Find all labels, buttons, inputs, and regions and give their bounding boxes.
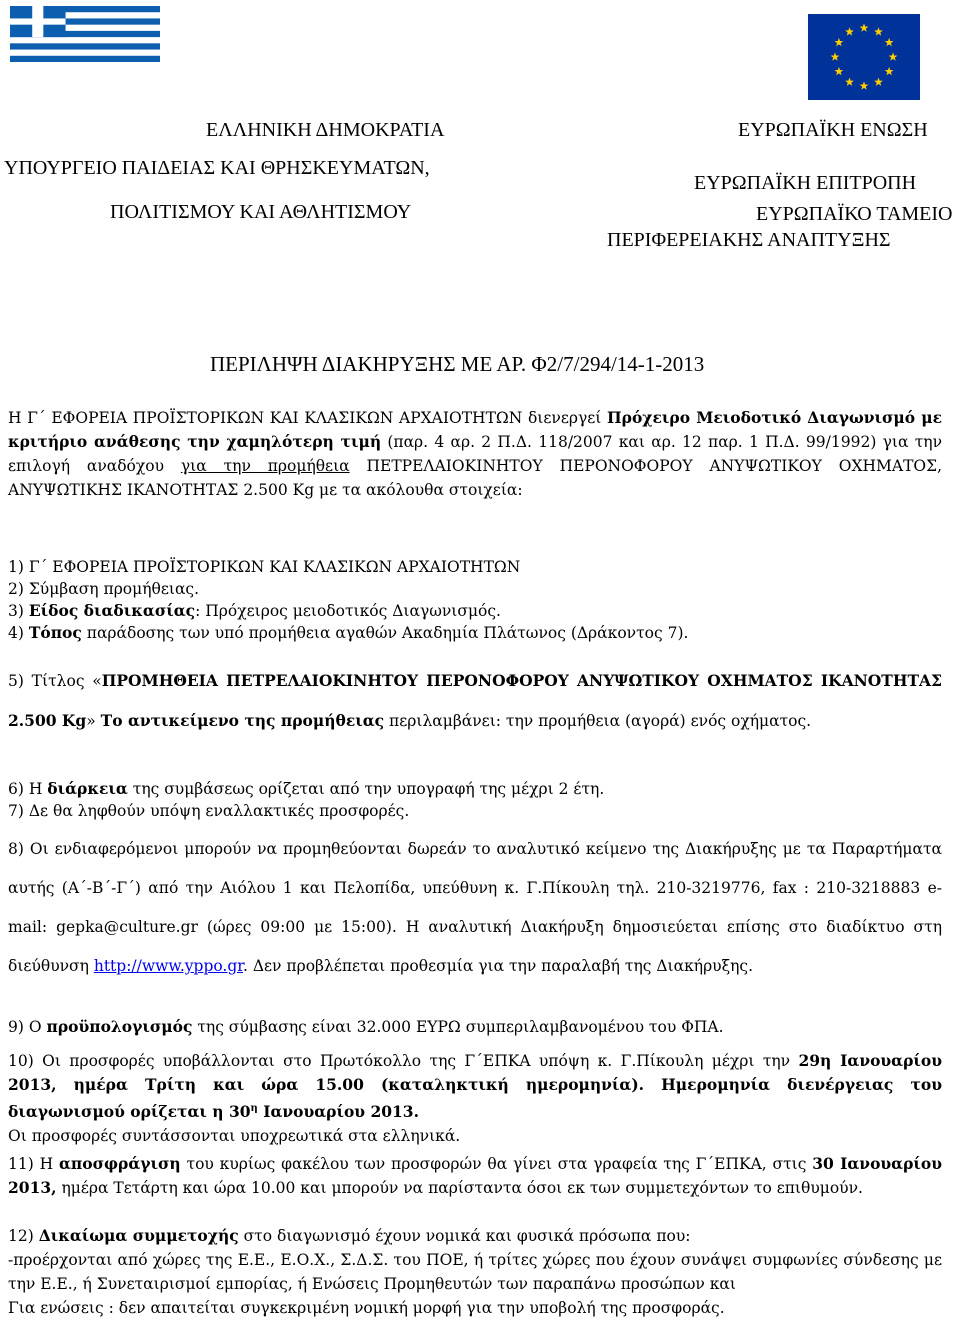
eu-flag-icon [808, 14, 920, 100]
item-4: 4) Τόπος παράδοσης των υπό προμήθεια αγαθών Ακαδημία Πλάτωνος (Δράκοντος 7). [8, 623, 689, 642]
items-block-1 [8, 556, 942, 644]
greek-flag-icon [10, 6, 160, 62]
header-ministry-line2: ΠΟΛΙΤΙΣΜΟΥ ΚΑΙ ΑΘΛΗΤΙΣΜΟΥ [110, 201, 412, 223]
item-9: 9) Ο προϋπολογισμός της σύμβασης είναι 32.000 ΕΥΡΩ συμπεριλαμβανομένου του ΦΠΑ. [8, 1017, 724, 1036]
item-12: 12) Δικαίωμα συμμετοχής στο διαγωνισμό έχουν νομικά και φυσικά πρόσωπα που: -προέρχονται από χώρες της Ε.Ε., Ε.Ο.Χ., Σ.Δ.Σ. του ΠΟΕ, ή τρίτες χώρες που έχουν συνάψει συμφωνίες σύνδεσης με την Ε.Ε., ή Συνεταιρισμοί εμπορίας, ή Ενώσεις Προμηθευτών των παραπάνω προσώπων και Για ενώσεις : δεν απαιτείται συγκεκριμένη νομική μορφή για την υποβολή της προσφοράς. [8, 1226, 942, 1317]
intro-paragraph: Η Γ΄ ΕΦΟΡΕΙΑ ΠΡΟΪΣΤΟΡΙΚΩΝ ΚΑΙ ΚΛΑΣΙΚΩΝ ΑΡΧΑΙΟΤΗΤΩΝ διενεργεί Πρόχειρο Μειοδοτικό Διαγωνισμό με κριτήριο ανάθεσης την χαμηλότερη τιμή (παρ. 4 αρ. 2 Π.Δ. 118/2007 και αρ. 12 παρ. 1 Π.Δ. 99/1992) για την επιλογή αναδόχου για την προμήθεια ΠΕΤΡΕΛΑΙΟΚΙΝΗΤΟΥ ΠΕΡΟΝΟΦΟΡΟΥ ΑΝΥΨΩΤΙΚΟΥ ΟΧΗΜΑΤΟΣ, ΑΝΥΨΩΤΙΚΗΣ ΙΚΑΝΟΤΗΤΑΣ 2.500 Kg με τα ακόλουθα στοιχεία: [8, 408, 943, 499]
item-11: 11) Η αποσφράγιση του κυρίως φακέλου των προσφορών θα γίνει στα γραφεία της Γ΄ΕΠΚΑ, στις 30 Ιανουαρίου 2013, ημέρα Τετάρτη και ώρα 10.00 και μπορούν να παρίσταντα όσοι εκ των συμμετεχόντων το επιθυμούν. [8, 1154, 942, 1197]
item-8: 8) Οι ενδιαφερόμενοι μπορούν να προμηθεύονται δωρεάν το αναλυτικό κείμενο της Διακήρυξης με τα Παραρτήματα αυτής (Α΄-Β΄-Γ΄) από την Αιόλου 1 και Πελοπίδα, υπεύθυνη κ. Γ.Πίκουλη τηλ. 210-3219776, fax : 210-3218883 e-mail: gepka@culture.gr (ώρες 09:00 με 15:00). Η αναλυτική Διακήρυξη δημοσιεύεται επίσης στο διαδίκτυο στη διεύθυνση http://www.yppo.gr. Δεν προβλέπεται προθεσμία για την παραλαβή της Διακήρυξης. [8, 840, 942, 975]
header-ministry-line1: ΥΠΟΥΡΓΕΙΟ ΠΑΙΔΕΙΑΣ ΚΑΙ ΘΡΗΣΚΕΥΜΑΤΩΝ, [4, 157, 430, 179]
item-10: 10) Οι προσφορές υποβάλλονται στο Πρωτόκολλο της Γ΄ΕΠΚΑ υπόψη κ. Γ.Πίκουλη μέχρι την 29η Ιανουαρίου 2013, ημέρα Τρίτη και ώρα 15.00 (καταληκτική ημερομηνία). Ημερομηνία διενέργειας του διαγωνισμού ορίζεται η $30^\eta$ Ιανουαρίου 2013. Οι προσφορές συντάσσονται υποχρεωτικά στα ελληνικά. [8, 1051, 942, 1146]
document-title: ΠΕΡΙΛΗΨΗ ΔΙΑΚΗΡΥΞΗΣ ΜΕ ΑΡ. Φ2/7/294/14-1-2013 [210, 352, 705, 376]
item-6: 6) Η διάρκεια της συμβάσεως ορίζεται από την υπογραφή της μέχρι 2 έτη. [8, 779, 605, 798]
yppo-link[interactable]: http://www.yppo.gr [93, 957, 243, 975]
items-block-2 [8, 778, 942, 822]
header-eu-fund: ΕΥΡΩΠΑΪΚΟ ΤΑΜΕΙΟ [756, 203, 953, 225]
item-1: 1) Γ΄ ΕΦΟΡΕΙΑ ΠΡΟΪΣΤΟΡΙΚΩΝ ΚΑΙ ΚΛΑΣΙΚΩΝ ΑΡΧΑΙΟΤΗΤΩΝ [8, 558, 521, 576]
item-5: 5) Τίτλος «ΠΡΟΜΗΘΕΙΑ ΠΕΤΡΕΛΑΙΟΚΙΝΗΤΟΥ ΠΕΡΟΝΟΦΟΡΟΥ ΑΝΥΨΩΤΙΚΟΥ ΟΧΗΜΑΤΟΣ ΙΚΑΝΟΤΗΤΑΣ 2.500 Kg» Το αντικείμενο της προμήθειας περιλαμβάνει: την προμήθεια (αγορά) ενός οχήματος. [8, 671, 942, 730]
item-2: 2) Σύμβαση προμήθειας. [8, 580, 200, 598]
header-country: ΕΛΛΗΝΙΚΗ ΔΗΜΟΚΡΑΤΙΑ [206, 119, 445, 141]
item-3: 3) Είδος διαδικασίας: Πρόχειρος μειοδοτικός Διαγωνισμός. [8, 601, 501, 620]
item-7: 7) Δε θα ληφθούν υπόψη εναλλακτικές προσφορές. [8, 802, 410, 820]
header-eu-commission: ΕΥΡΩΠΑΪΚΗ ΕΠΙΤΡΟΠΗ [694, 172, 917, 194]
header-eu: ΕΥΡΩΠΑΪΚΗ ΕΝΩΣΗ [738, 119, 928, 141]
header-eu-regional: ΠΕΡΙΦΕΡΕΙΑΚΗΣ ΑΝΑΠΤΥΞΗΣ [607, 229, 891, 251]
